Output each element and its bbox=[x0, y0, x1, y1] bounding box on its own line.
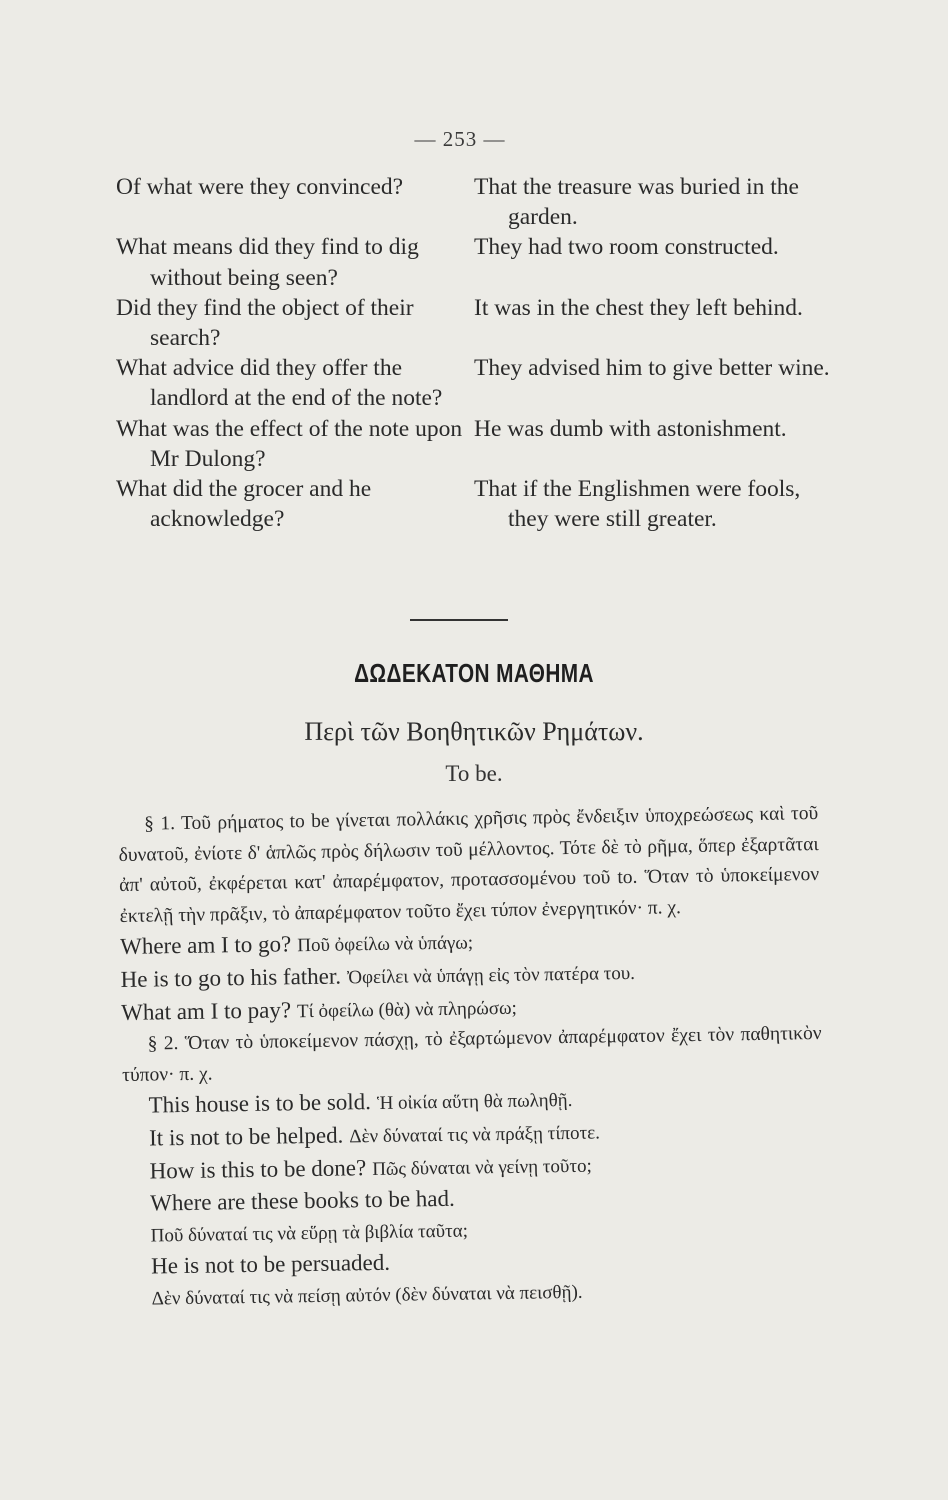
example-greek: Ποῦ δύναταί τις νὰ εὕρῃ τὰ βιβλία ταῦτα; bbox=[150, 1220, 469, 1247]
example-english: Where are these books to be had. bbox=[149, 1185, 455, 1216]
page-number: — 253 — bbox=[414, 127, 506, 151]
lesson-subtitle: Περὶ τῶν Βοηθητικῶν Ρημάτων. bbox=[304, 717, 644, 746]
example-greek: Ποῦ ὀφείλω νὰ ὑπάγω; bbox=[297, 932, 474, 957]
question: What was the effect of the note upon Mr Dulong? bbox=[116, 415, 463, 472]
example-english: This house is to be sold. bbox=[148, 1089, 372, 1118]
example-english: He is not to be persuaded. bbox=[150, 1250, 391, 1279]
question: What did the grocer and he acknowledge? bbox=[116, 476, 372, 533]
section-paragraph: § 1. Τοῦ ρήματος to be γίνεται πολλάκις χρῆσις πρὸς ἔνδειξιν ὑποχρεώσεως καὶ τοῦ δυνατοῦ, ἐνίοτε δ' ἁπλῶς πρὸς δήλωσιν τοῦ μέλλοντος. Τότε δὲ τὸ ρῆμα, ὅπερ ἐξαρτᾶται ἀπ' αὐτοῦ, ἐκφέρεται κατ' ἀπαρέμφατον, προτασσομένου τοῦ to. Ὅταν τὸ ὑποκείμενον ἐκτελῇ τὴν πρᾶξιν, τὸ ἀπαρέμφατον τοῦτο ἔχει τύπον ἐνεργητικόν· π. χ. bbox=[118, 803, 820, 927]
question: What means did they find to dig without being seen? bbox=[116, 234, 419, 291]
answer: That if the Englishmen were fools, they were still greater. bbox=[474, 476, 801, 533]
example-english: What am I to pay? bbox=[120, 996, 292, 1025]
question: Did they find the object of their search? bbox=[116, 294, 414, 352]
example-greek: Τί ὀφείλω (θὰ) νὰ πληρώσω; bbox=[296, 997, 518, 1022]
example-english: He is to go to his father. bbox=[120, 963, 342, 992]
lesson-title: ΔΩΔΕΚΑΤΟΝ ΜΑΘΗΜΑ bbox=[354, 658, 594, 688]
example-greek: Πῶς δύναται νὰ γείνῃ τοῦτο; bbox=[372, 1155, 592, 1180]
example-greek: Δὲν δύναταί τις νὰ πράξῃ τίποτε. bbox=[349, 1122, 601, 1148]
example-english: How is this to be done? bbox=[149, 1154, 367, 1184]
answer: He was dumb with astonishment. bbox=[474, 415, 787, 442]
example-english: Where am I to go? bbox=[119, 931, 292, 960]
answer: They had two room constructed. bbox=[474, 234, 779, 261]
example-greek: Ἡ οἰκία αὕτη θὰ πωληθῇ. bbox=[376, 1090, 573, 1115]
qa-table bbox=[116, 172, 836, 534]
example-greek: Ὀφείλει νὰ ὑπάγῃ εἰς τὸν πατέρα του. bbox=[346, 962, 636, 989]
answer: That the treasure was buried in the garden. bbox=[474, 174, 799, 231]
lesson-body bbox=[118, 799, 826, 1315]
section-divider bbox=[410, 619, 508, 621]
example-greek: Δὲν δύναταί τις νὰ πείσῃ αὐτόν (δὲν δύναται νὰ πεισθῇ). bbox=[151, 1281, 583, 1310]
example-english: It is not to be helped. bbox=[148, 1122, 344, 1151]
question: Of what were they convinced? bbox=[116, 174, 404, 200]
question: What advice did they offer the landlord at the end of the note? bbox=[116, 355, 443, 412]
answer: They advised him to give better wine. bbox=[474, 355, 830, 382]
answer: It was in the chest they left behind. bbox=[474, 294, 803, 321]
section-paragraph: § 2. Ὅταν τὸ ὑποκείμενον πάσχῃ, τὸ ἐξαρτώμενον ἀπαρέμφατον ἔχει τὸν παθητικὸν τύπον· π. χ. bbox=[122, 1023, 822, 1086]
lesson-verb: To be. bbox=[445, 761, 503, 786]
